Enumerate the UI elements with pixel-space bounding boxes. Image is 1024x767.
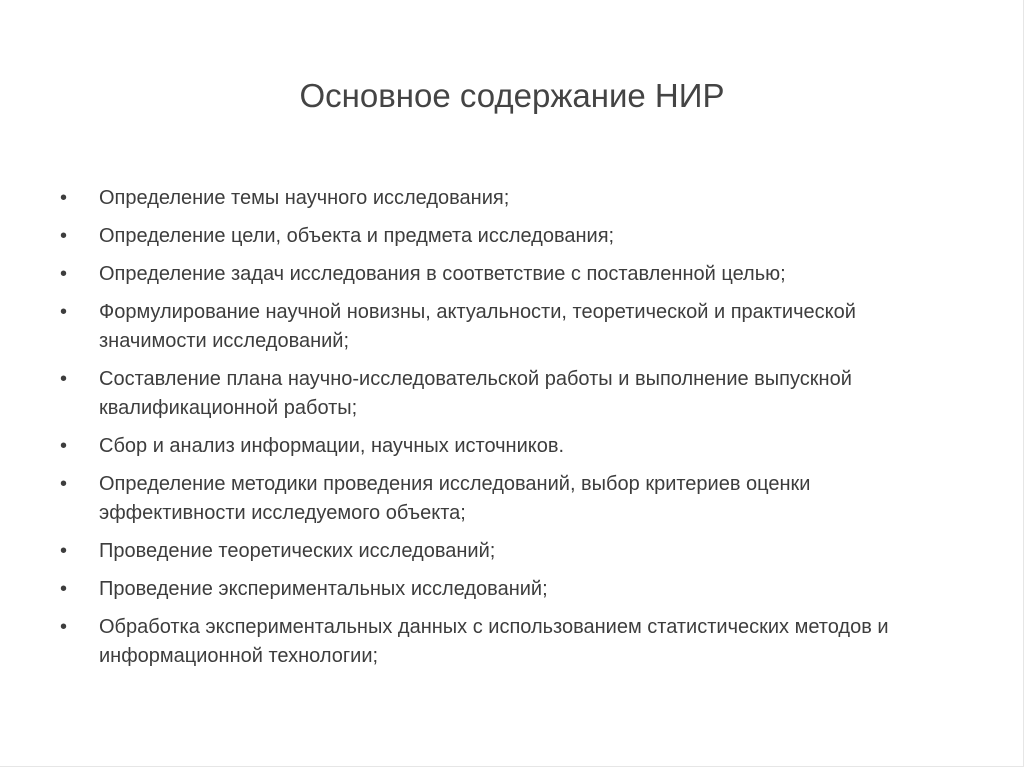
list-item-text: Определение цели, объекта и предмета исследования;	[99, 225, 615, 247]
list-item-text: Определение темы научного исследования;	[99, 187, 510, 209]
bullet-icon: •	[60, 301, 68, 323]
bullet-icon: •	[60, 368, 68, 390]
list-item-text: Формулирование научной новизны, актуальности, теоретической и практической значимости исследований;	[99, 301, 856, 352]
list-item	[60, 222, 960, 251]
list-item-text: Определение методики проведения исследований, выбор критериев оценки эффективности исследуемого объекта;	[99, 473, 811, 524]
bullet-icon: •	[60, 263, 68, 285]
bullet-icon: •	[60, 225, 68, 247]
list-item	[60, 613, 960, 671]
list-item	[60, 432, 960, 461]
bullet-icon: •	[60, 473, 68, 495]
list-item	[60, 298, 960, 356]
list-item	[60, 365, 960, 423]
list-item	[60, 184, 960, 213]
list-item-text: Определение задач исследования в соответствие с поставленной целью;	[99, 263, 786, 285]
bullet-list	[60, 184, 960, 680]
bullet-icon: •	[60, 540, 68, 562]
list-item	[60, 470, 960, 528]
list-item	[60, 537, 960, 566]
bullet-icon: •	[60, 616, 68, 638]
slide-title: Основное содержание НИР	[299, 77, 725, 114]
list-item-text: Составление плана научно-исследовательской работы и выполнение выпускной квалификационной работы;	[99, 368, 852, 419]
bullet-icon: •	[60, 187, 68, 209]
list-item-text: Проведение теоретических исследований;	[99, 540, 496, 562]
list-item-text: Обработка экспериментальных данных с использованием статистических методов и информационной технологии;	[99, 616, 889, 667]
list-item	[60, 260, 960, 289]
list-item-text: Сбор и анализ информации, научных источников.	[99, 435, 565, 457]
bullet-icon: •	[60, 435, 68, 457]
list-item	[60, 575, 960, 604]
bullet-icon: •	[60, 578, 68, 600]
list-item-text: Проведение экспериментальных исследований;	[99, 578, 548, 600]
